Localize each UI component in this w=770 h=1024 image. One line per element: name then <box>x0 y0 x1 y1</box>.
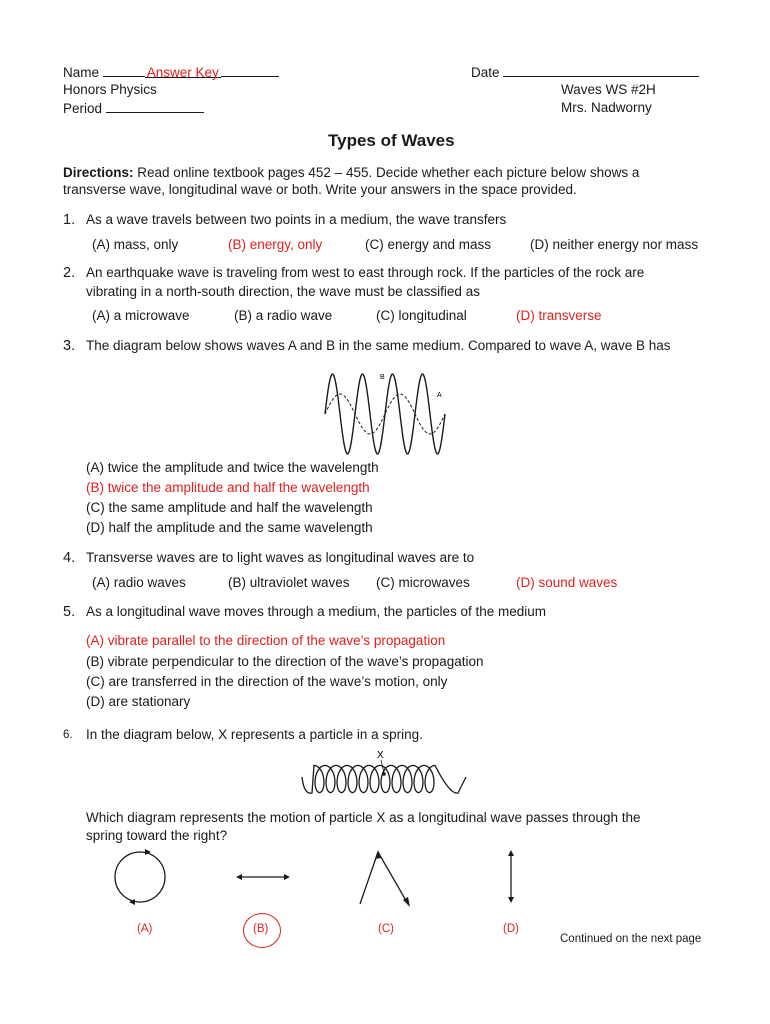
wave-a-label: A <box>437 392 442 399</box>
question-3-number: 3. <box>63 338 76 354</box>
arrowhead-icon <box>236 874 242 880</box>
course-name: Honors Physics <box>63 82 157 97</box>
name-label: Name <box>63 65 100 80</box>
arrowhead-icon <box>284 874 290 880</box>
directions-line-1 <box>63 165 639 180</box>
q6-option-c-label: (C) <box>378 923 394 935</box>
motion-diagram-d <box>501 848 521 908</box>
question-2-number: 2. <box>63 265 76 281</box>
arrowhead-icon <box>508 897 514 903</box>
name-value: Answer Key <box>146 65 219 80</box>
q4-option-b: (B) ultraviolet waves <box>228 575 350 590</box>
question-4-number: 4. <box>63 550 76 566</box>
motion-diagram-b <box>234 868 294 888</box>
q2-option-d: (D) transverse <box>516 308 602 323</box>
question-2-text-1: An earthquake wave is traveling from west to east through rock. If the particles of the rock are <box>86 265 645 280</box>
name-field <box>63 64 279 80</box>
q4-option-d: (D) sound waves <box>516 575 618 590</box>
question-5-text: As a longitudinal wave moves through a medium, the particles of the medium <box>86 604 546 619</box>
date-label: Date <box>471 65 500 80</box>
q2-option-b: (B) a radio wave <box>234 308 333 323</box>
arrowhead-icon <box>403 897 410 907</box>
q1-option-b: (B) energy, only <box>228 237 323 252</box>
question-6-text: In the diagram below, X represents a particle in a spring. <box>86 727 423 742</box>
q5-option-b: (B) vibrate perpendicular to the direction of the wave’s propagation <box>86 654 484 669</box>
question-3-text: The diagram below shows waves A and B in the same medium. Compared to wave A, wave B has <box>86 338 671 353</box>
q3-option-d: (D) half the amplitude and the same wavelength <box>86 520 373 535</box>
continued-footer: Continued on the next page <box>560 933 702 945</box>
question-6-prompt-1: Which diagram represents the motion of particle X as a longitudinal wave passes through the <box>86 810 641 825</box>
wave-b-label: B <box>380 374 385 381</box>
question-1-number: 1. <box>63 212 76 228</box>
question-5-number: 5. <box>63 604 76 620</box>
q5-option-d: (D) are stationary <box>86 694 191 709</box>
q4-option-c: (C) microwaves <box>376 575 470 590</box>
worksheet-id: Waves WS #2H <box>561 82 656 97</box>
page-title: Types of Waves <box>328 131 455 150</box>
spring-coil <box>302 765 466 793</box>
q5-option-a: (A) vibrate parallel to the direction of the wave’s propagation <box>86 633 446 648</box>
circular-path-icon <box>115 852 165 902</box>
date-field <box>471 64 699 80</box>
angled-path-icon <box>378 852 408 904</box>
wave-b-curve <box>325 374 445 454</box>
q6-option-d-label: (D) <box>503 923 519 935</box>
q1-option-c: (C) energy and mass <box>365 237 492 252</box>
motion-diagram-a <box>112 844 172 914</box>
directions-text-1: Read online textbook pages 452 – 455. Decide whether each picture below shows a <box>137 165 640 180</box>
particle-x-dot <box>382 772 386 776</box>
wave-diagram <box>322 369 452 459</box>
teacher-name: Mrs. Nadworny <box>561 100 652 115</box>
directions-line-2: transverse wave, longitudinal wave or both. Write your answers in the space provided. <box>63 182 577 197</box>
q3-option-a: (A) twice the amplitude and twice the wavelength <box>86 460 379 475</box>
period-field <box>63 100 204 116</box>
q4-option-a: (A) radio waves <box>92 575 186 590</box>
q6-option-a-label: (A) <box>137 923 153 935</box>
q3-option-b: (B) twice the amplitude and half the wavelength <box>86 480 370 495</box>
particle-x-label: X <box>377 750 384 761</box>
directions-label: Directions: <box>63 165 134 180</box>
question-4-text: Transverse waves are to light waves as longitudinal waves are to <box>86 550 475 565</box>
q6-option-b-label: (B) <box>253 923 269 935</box>
q1-option-a: (A) mass, only <box>92 237 179 252</box>
motion-diagram-c <box>356 846 416 916</box>
spring-diagram <box>300 747 470 807</box>
question-6-prompt-2: spring toward the right? <box>86 828 228 843</box>
question-1-text: As a wave travels between two points in a medium, the wave transfers <box>86 212 507 227</box>
q2-option-c: (C) longitudinal <box>376 308 467 323</box>
angled-path-icon <box>360 852 378 904</box>
arrowhead-icon <box>508 850 514 856</box>
question-2-text-2: vibrating in a north-south direction, the wave must be classified as <box>86 284 480 299</box>
q1-option-d: (D) neither energy nor mass <box>530 237 699 252</box>
q2-option-a: (A) a microwave <box>92 308 190 323</box>
q3-option-c: (C) the same amplitude and half the wavelength <box>86 500 373 515</box>
q5-option-c: (C) are transferred in the direction of the wave’s motion, only <box>86 674 448 689</box>
question-6-number: 6. <box>63 729 73 741</box>
period-label: Period <box>63 101 103 116</box>
